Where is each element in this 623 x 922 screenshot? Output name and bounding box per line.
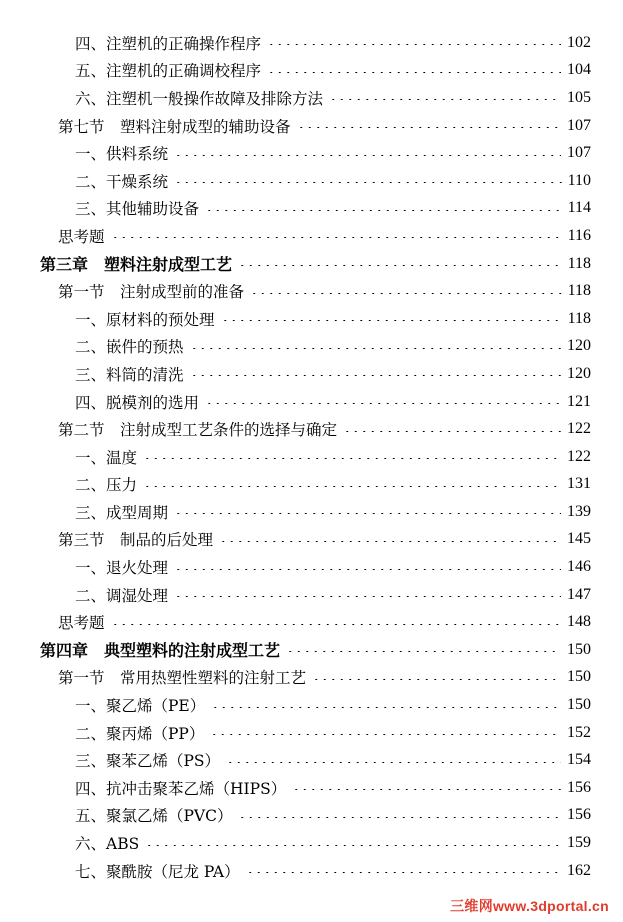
toc-entry-page-number: 120 bbox=[567, 364, 591, 382]
table-of-contents bbox=[0, 29, 623, 884]
dot-leader bbox=[143, 458, 561, 459]
toc-entry[interactable] bbox=[0, 829, 623, 857]
dot-leader bbox=[174, 569, 561, 570]
toc-entry[interactable] bbox=[0, 29, 623, 57]
toc-entry[interactable] bbox=[0, 333, 623, 361]
toc-entry-page-number: 107 bbox=[567, 144, 591, 162]
toc-entry-page-number: 110 bbox=[567, 171, 591, 189]
toc-entry[interactable] bbox=[0, 774, 623, 802]
toc-entry-title: 一、供料系统 bbox=[75, 145, 169, 164]
toc-entry[interactable] bbox=[0, 250, 623, 278]
toc-entry-page-number: 120 bbox=[567, 337, 591, 355]
toc-entry-title: 四、脱模剂的选用 bbox=[75, 393, 200, 412]
toc-entry[interactable] bbox=[0, 84, 623, 112]
toc-entry-title: 四、抗冲击聚苯乙烯（HIPS） bbox=[75, 779, 287, 798]
toc-entry[interactable] bbox=[0, 57, 623, 85]
toc-entry[interactable] bbox=[0, 581, 623, 609]
dot-leader bbox=[174, 596, 561, 597]
toc-entry[interactable] bbox=[0, 664, 623, 692]
toc-entry-page-number: 122 bbox=[567, 447, 591, 465]
dot-leader bbox=[226, 762, 561, 763]
dot-leader bbox=[221, 320, 562, 321]
toc-entry-title: 一、温度 bbox=[75, 448, 138, 467]
toc-entry[interactable] bbox=[0, 471, 623, 499]
toc-entry-title: 第一节 注射成型前的准备 bbox=[58, 283, 245, 302]
dot-leader bbox=[297, 127, 561, 128]
toc-entry-page-number: 122 bbox=[567, 420, 591, 438]
toc-entry-title: 第三节 制品的后处理 bbox=[58, 531, 214, 550]
dot-leader bbox=[238, 817, 561, 818]
toc-entry[interactable] bbox=[0, 112, 623, 140]
toc-entry-title: 二、嵌件的预热 bbox=[75, 338, 184, 357]
toc-entry-title: 六、注塑机一般操作故障及排除方法 bbox=[75, 89, 324, 108]
toc-entry-title: 第三章 塑料注射成型工艺 bbox=[40, 255, 233, 275]
toc-entry-title: 三、成型周期 bbox=[75, 503, 169, 522]
toc-entry-title: 七、聚酰胺（尼龙 PA） bbox=[75, 862, 240, 881]
toc-entry-page-number: 145 bbox=[567, 530, 591, 548]
toc-entry-title: 第七节 塑料注射成型的辅助设备 bbox=[58, 117, 291, 136]
toc-entry-page-number: 162 bbox=[567, 861, 591, 879]
toc-entry-page-number: 118 bbox=[567, 254, 591, 272]
toc-entry[interactable] bbox=[0, 498, 623, 526]
toc-entry-title: 六、ABS bbox=[75, 835, 140, 854]
dot-leader bbox=[174, 182, 562, 183]
toc-entry-page-number: 116 bbox=[567, 226, 591, 244]
toc-entry[interactable] bbox=[0, 277, 623, 305]
toc-entry-title: 四、注塑机的正确操作程序 bbox=[75, 34, 262, 53]
dot-leader bbox=[312, 679, 561, 680]
toc-entry[interactable] bbox=[0, 139, 623, 167]
toc-entry-page-number: 131 bbox=[567, 475, 591, 493]
toc-entry-title: 第四章 典型塑料的注射成型工艺 bbox=[40, 641, 281, 661]
toc-entry-page-number: 156 bbox=[567, 778, 591, 796]
toc-entry-title: 一、退火处理 bbox=[75, 559, 169, 578]
dot-leader bbox=[174, 155, 561, 156]
toc-entry-page-number: 154 bbox=[567, 751, 591, 769]
toc-entry-page-number: 150 bbox=[567, 668, 591, 686]
toc-entry[interactable] bbox=[0, 526, 623, 554]
toc-entry[interactable] bbox=[0, 415, 623, 443]
dot-leader bbox=[267, 72, 561, 73]
toc-entry-title: 二、聚丙烯（PP） bbox=[75, 724, 205, 743]
dot-leader bbox=[267, 44, 561, 45]
dot-leader bbox=[238, 265, 562, 266]
toc-entry[interactable] bbox=[0, 746, 623, 774]
toc-entry[interactable] bbox=[0, 222, 623, 250]
toc-entry-page-number: 150 bbox=[567, 696, 591, 714]
toc-entry[interactable] bbox=[0, 857, 623, 885]
toc-entry-page-number: 139 bbox=[567, 502, 591, 520]
dot-leader bbox=[219, 541, 561, 542]
dot-leader bbox=[246, 872, 561, 873]
toc-entry-title: 一、聚乙烯（PE） bbox=[75, 697, 206, 716]
dot-leader bbox=[250, 293, 562, 294]
toc-entry[interactable] bbox=[0, 691, 623, 719]
dot-leader bbox=[174, 513, 561, 514]
toc-entry-page-number: 107 bbox=[567, 116, 591, 134]
toc-entry-title: 思考题 bbox=[58, 227, 105, 246]
toc-entry-page-number: 148 bbox=[567, 613, 591, 631]
toc-entry[interactable] bbox=[0, 305, 623, 333]
dot-leader bbox=[190, 348, 561, 349]
toc-entry-title: 三、聚苯乙烯（PS） bbox=[75, 752, 221, 771]
toc-entry-title: 二、调湿处理 bbox=[75, 586, 169, 605]
dot-leader bbox=[343, 431, 561, 432]
toc-entry[interactable] bbox=[0, 360, 623, 388]
toc-entry-title: 二、压力 bbox=[75, 476, 138, 495]
watermark-text: 三维网www.3dportal.cn bbox=[450, 898, 609, 914]
toc-entry-page-number: 105 bbox=[567, 88, 591, 106]
toc-entry[interactable] bbox=[0, 608, 623, 636]
toc-entry-title: 三、料筒的清洗 bbox=[75, 365, 184, 384]
toc-entry-page-number: 118 bbox=[567, 309, 591, 327]
dot-leader bbox=[205, 210, 562, 211]
toc-entry-page-number: 104 bbox=[567, 61, 591, 79]
toc-entry-title: 第一节 常用热塑性塑料的注射工艺 bbox=[58, 669, 307, 688]
toc-entry-page-number: 114 bbox=[567, 199, 591, 217]
toc-entry-title: 一、原材料的预处理 bbox=[75, 310, 215, 329]
toc-entry[interactable] bbox=[0, 195, 623, 223]
dot-leader bbox=[190, 375, 561, 376]
toc-entry[interactable] bbox=[0, 443, 623, 471]
toc-entry[interactable] bbox=[0, 388, 623, 416]
toc-entry-title: 三、其他辅助设备 bbox=[75, 200, 200, 219]
toc-entry-page-number: 152 bbox=[567, 723, 591, 741]
dot-leader bbox=[210, 734, 561, 735]
toc-entry[interactable] bbox=[0, 636, 623, 664]
toc-entry-title: 二、干燥系统 bbox=[75, 172, 169, 191]
toc-entry-page-number: 147 bbox=[567, 585, 591, 603]
toc-entry[interactable] bbox=[0, 167, 623, 195]
toc-entry-title: 五、聚氯乙烯（PVC） bbox=[75, 807, 233, 826]
dot-leader bbox=[143, 486, 561, 487]
toc-entry-title: 五、注塑机的正确调校程序 bbox=[75, 62, 262, 81]
dot-leader bbox=[111, 237, 562, 238]
toc-entry-page-number: 159 bbox=[567, 834, 591, 852]
toc-entry-page-number: 146 bbox=[567, 558, 591, 576]
toc-entry-title: 第二节 注射成型工艺条件的选择与确定 bbox=[58, 421, 338, 440]
toc-entry-page-number: 156 bbox=[567, 806, 591, 824]
dot-leader bbox=[205, 403, 561, 404]
dot-leader bbox=[292, 789, 561, 790]
toc-entry[interactable] bbox=[0, 802, 623, 830]
dot-leader bbox=[145, 845, 561, 846]
toc-entry-page-number: 102 bbox=[567, 33, 591, 51]
dot-leader bbox=[111, 624, 561, 625]
toc-entry-page-number: 150 bbox=[567, 640, 591, 658]
toc-entry[interactable] bbox=[0, 719, 623, 747]
dot-leader bbox=[211, 707, 561, 708]
toc-entry[interactable] bbox=[0, 553, 623, 581]
dot-leader bbox=[286, 651, 561, 652]
toc-entry-page-number: 118 bbox=[567, 282, 591, 300]
toc-entry-title: 思考题 bbox=[58, 614, 105, 633]
dot-leader bbox=[329, 99, 561, 100]
toc-entry-page-number: 121 bbox=[567, 392, 591, 410]
